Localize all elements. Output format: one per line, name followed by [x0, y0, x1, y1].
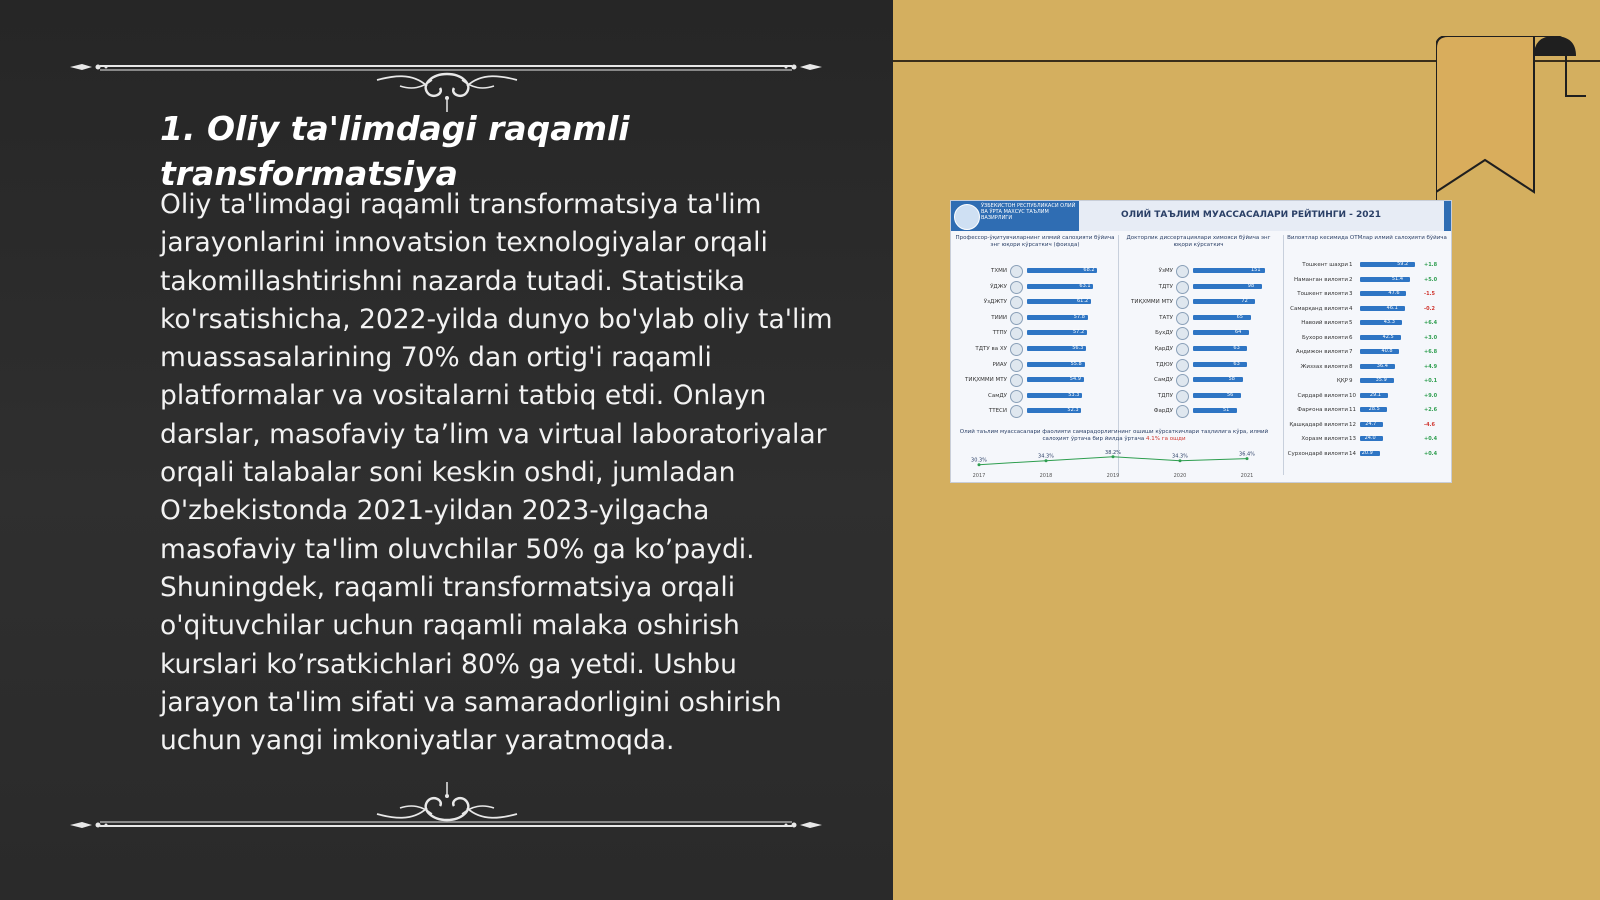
dissertation-defense-column [1121, 235, 1276, 423]
bar-value: 63 [1233, 360, 1240, 367]
trend-year-label: 2021 [1240, 473, 1254, 479]
university-logo-icon [1176, 390, 1189, 403]
bar-value: 51 [1223, 407, 1230, 414]
region-label: Сирдарё вилояти [1297, 392, 1348, 399]
change-value: +1.8 [1424, 262, 1438, 268]
institution-label: ҚарДУ [1154, 346, 1173, 352]
column-title: Профессор-ўқитувчиларнинг илмий салоҳияти бўйича энг юқори кўрсаткич (фоизда) [955, 235, 1115, 248]
trend-value-label: 34.3% [1038, 453, 1054, 460]
scientific-potential-column [955, 235, 1115, 423]
ranking-row [955, 405, 1115, 418]
region-rank: 13 [1349, 436, 1356, 442]
bar-value: 46.1 [1386, 304, 1398, 311]
region-row [1286, 419, 1448, 432]
bookmark-icon [1436, 36, 1588, 200]
university-logo-icon [1176, 327, 1189, 340]
region-row [1286, 361, 1448, 374]
ranking-row [955, 390, 1115, 403]
region-rank: 5 [1349, 320, 1353, 326]
region-label: Андижон вилояти [1295, 349, 1348, 355]
bar-value: 51.4 [1391, 275, 1404, 282]
region-label: Фарғона вилояти [1297, 407, 1348, 413]
university-logo-icon [1010, 343, 1023, 356]
change-value: +5.0 [1424, 276, 1438, 283]
ranking-row [955, 374, 1115, 387]
bar-value: 61.2 [1077, 298, 1089, 305]
column-separator [1283, 235, 1284, 475]
region-rank: 14 [1349, 450, 1356, 457]
value-bar [1360, 335, 1401, 340]
region-rank: 4 [1349, 305, 1353, 312]
institution-label: ТИИИ [991, 314, 1007, 321]
university-logo-icon [1176, 374, 1189, 387]
bar-value: 24.7 [1365, 420, 1377, 427]
university-logo-icon [1176, 312, 1189, 325]
ornament-bottom-line [70, 810, 822, 840]
region-rank: 10 [1349, 392, 1356, 399]
region-row [1286, 259, 1448, 272]
institution-label: ЎДЖУ [990, 283, 1007, 290]
ministry-name: ЎЗБЕКИСТОН РЕСПУБЛИКАСИ ОЛИЙ ВА ЎРТА МАХСУС ТАЪЛИМ ВАЗИРЛИГИ [981, 203, 1076, 221]
change-value: +3.0 [1424, 334, 1438, 341]
bar-value: 57.2 [1073, 329, 1085, 336]
trend-value-label: 36.4% [1239, 451, 1255, 458]
ranking-row [1121, 265, 1276, 278]
bar-value: 53.3 [1068, 391, 1080, 398]
change-value: +0.4 [1424, 436, 1438, 442]
bar-value: 29.1 [1369, 391, 1381, 398]
region-row [1286, 404, 1448, 417]
region-row [1286, 332, 1448, 345]
university-logo-icon [1010, 374, 1023, 387]
header-accent [1444, 201, 1451, 231]
change-value: +4.9 [1424, 363, 1438, 370]
university-logo-icon [1176, 296, 1189, 309]
institution-label: СамДУ [987, 392, 1007, 399]
institution-label: ТДТУ [1158, 283, 1173, 290]
region-rank: 6 [1349, 334, 1353, 341]
institution-label: ТИҚХММИ МТУ [1131, 299, 1173, 306]
institution-label: ФарДУ [1153, 408, 1173, 415]
ranking-row [955, 296, 1115, 309]
ranking-row [1121, 390, 1276, 403]
ranking-row [1121, 359, 1276, 372]
region-row [1286, 433, 1448, 446]
bar-value: 57.8 [1073, 313, 1085, 320]
bar-value: 36.4 [1376, 362, 1388, 369]
bar-value: 54.9 [1069, 376, 1081, 383]
institution-label: ЎзМУ [1158, 268, 1173, 274]
institution-label: ЎзДЖТУ [983, 299, 1007, 306]
university-logo-icon [1010, 281, 1023, 294]
bar-value: 151 [1251, 267, 1261, 273]
region-rank: 7 [1349, 349, 1353, 355]
region-label: Қашқадарё вилояти [1289, 421, 1348, 428]
region-label: Тошкент вилояти [1297, 291, 1348, 297]
university-logo-icon [1176, 405, 1189, 418]
bar-value: 68.2 [1083, 267, 1095, 273]
region-row [1286, 375, 1448, 388]
slide-body-text: Oliy ta'limdagi raqamli transformatsiya ta'lim jarayonlarini innovatsion texnologiyalar orqali takomillashtirishni nazarda tutadi. Statistika ko'rsatishicha, 2022-yilda dunyo bo'ylab oliy ta'lim muassasalarining 70% dan ortig'i raqamli platformalar va vositalarni tatbiq etdi. Onlayn darslar, masofaviy ta’lim va virtual laboratoriyalar orqali talabalar soni keskin oshdi, jumladan O'zbekistonda 2021-yildan 2023-yilgacha masofaviy ta'lim oluvchilar 50% ga ko’paydi. Shuningdek, raqamli transformatsiya orqali o'qituvchilar uchun raqamli malaka oshirish kurslari ko’rsatkichlari 80% ga yetdi. Ushbu jarayon ta'lim sifati va samaradorligini oshirish uchun yangi imkoniyatlar yaratmoqda. [160, 189, 833, 757]
university-logo-icon [1176, 343, 1189, 356]
value-bar [1193, 393, 1241, 398]
bar-value: 56.3 [1072, 345, 1084, 351]
trend-value-label: 30.3% [971, 457, 987, 464]
region-label: ҚҚР [1336, 378, 1348, 384]
institution-label: БухДУ [1155, 330, 1173, 337]
bar-value: 72 [1241, 298, 1248, 305]
change-value: +0.1 [1424, 378, 1438, 384]
university-logo-icon [1010, 296, 1023, 309]
university-logo-icon [1010, 312, 1023, 325]
region-row [1286, 390, 1448, 403]
region-row [1286, 303, 1448, 316]
region-label: Хоразм вилояти [1301, 436, 1348, 442]
bar-value: 43.3 [1383, 319, 1395, 325]
value-bar [1360, 349, 1399, 354]
change-value: +0.4 [1424, 450, 1438, 457]
value-bar [1193, 408, 1237, 413]
ranking-row [1121, 312, 1276, 325]
university-logo-icon [1176, 281, 1189, 294]
bar-value: 52.3 [1067, 407, 1079, 414]
note-highlight: 4.1% га ошди [1146, 436, 1186, 442]
bar-value: 55.8 [1070, 360, 1082, 367]
ranking-row [1121, 296, 1276, 309]
institution-label: ТХМИ [991, 268, 1007, 274]
ranking-row [1121, 405, 1276, 418]
state-emblem-icon [954, 204, 980, 230]
trend-line-chart [959, 445, 1269, 479]
bar-value: 24.0 [1364, 435, 1376, 441]
region-row [1286, 274, 1448, 287]
region-label: Самарқанд вилояти [1290, 305, 1348, 312]
institution-label: ТДТУ ва ХУ [975, 346, 1007, 352]
growth-note [959, 429, 1269, 443]
university-logo-icon [1010, 405, 1023, 418]
bar-value: 40.8 [1381, 348, 1393, 354]
bar-value: 42.5 [1382, 333, 1394, 340]
trend-year-label: 2019 [1106, 473, 1120, 479]
institution-label: ТДЮУ [1156, 361, 1173, 368]
institution-label: ТИҚХММИ МТУ [965, 377, 1007, 384]
bar-value: 59.2 [1397, 261, 1409, 267]
university-logo-icon [1176, 359, 1189, 372]
bar-value: 35.9 [1375, 377, 1387, 383]
trend-year-label: 2020 [1173, 473, 1187, 479]
ranking-row [955, 312, 1115, 325]
bar-value: 98 [1247, 282, 1255, 289]
ranking-row [1121, 281, 1276, 294]
region-label: Бухоро вилояти [1301, 334, 1348, 341]
slide-title: 1. Oliy ta'limdagi raqamli transformatsiya [160, 109, 630, 193]
ranking-row [955, 343, 1115, 356]
ranking-row [955, 281, 1115, 294]
institution-label: СамДУ [1153, 377, 1173, 384]
value-bar [1193, 377, 1243, 382]
trend-year-label: 2018 [1039, 473, 1053, 479]
ranking-row [955, 359, 1115, 372]
change-value: -4.6 [1424, 421, 1435, 428]
ranking-row [1121, 374, 1276, 387]
region-row [1286, 317, 1448, 330]
region-row [1286, 448, 1448, 461]
value-bar [1360, 320, 1402, 325]
regional-rating-column [1286, 235, 1448, 475]
institution-label: ТДПУ [1157, 392, 1173, 399]
region-rank: 2 [1349, 276, 1353, 283]
institution-label: ТТЕСИ [988, 408, 1007, 415]
region-label: Наманган вилояти [1293, 276, 1348, 283]
region-label: Жиззах вилояти [1300, 363, 1348, 370]
region-rank: 3 [1349, 291, 1353, 297]
trend-value-label: 34.3% [1172, 453, 1188, 460]
change-value: -1.5 [1424, 291, 1435, 297]
region-rank: 1 [1349, 262, 1353, 268]
region-rank: 12 [1349, 421, 1356, 428]
bar-value: 28.5 [1368, 406, 1380, 412]
bar-value: 65 [1236, 313, 1243, 320]
value-bar [1360, 306, 1405, 311]
ranking-row [1121, 327, 1276, 340]
institution-label: РИАУ [992, 361, 1007, 368]
region-rank: 8 [1349, 363, 1353, 370]
region-row [1286, 346, 1448, 359]
university-logo-icon [1010, 390, 1023, 403]
ranking-row [955, 327, 1115, 340]
bar-value: 63 [1233, 345, 1240, 351]
bar-value: 56 [1227, 391, 1234, 398]
change-value: -0.2 [1424, 305, 1435, 312]
column-title: Вилоятлар кесимида ОТМлар илмий салоҳияти бўйича [1287, 235, 1447, 241]
bar-value: 63.1 [1079, 282, 1091, 289]
ranking-row [955, 265, 1115, 278]
change-value: +9.0 [1424, 392, 1438, 399]
bar-value: 20.9 [1361, 449, 1373, 456]
bar-value: 64 [1235, 329, 1242, 336]
university-logo-icon [1010, 359, 1023, 372]
region-label: Тошкент шаҳри [1302, 262, 1348, 268]
bar-value: 47.6 [1388, 290, 1400, 296]
region-row [1286, 288, 1448, 301]
region-label: Навоий вилояти [1301, 320, 1348, 326]
region-rank: 9 [1349, 378, 1353, 384]
infographic-title: ОЛИЙ ТАЪЛИМ МУАССАСАЛАРИ РЕЙТИНГИ - 2021 [1120, 210, 1382, 220]
change-value: +6.8 [1424, 349, 1438, 355]
region-rank: 11 [1349, 407, 1356, 413]
rating-infographic [950, 200, 1452, 483]
note-text: Олий таълим муассасалари фаолияти самарадорлигининг ошиши кўрсаткичлари таҳлилига кўра, илмий салоҳият ўртача бир йилда ўртача [959, 429, 1269, 442]
infographic-header [951, 201, 1451, 231]
trend-year-label: 2017 [972, 473, 986, 479]
university-logo-icon [1010, 265, 1023, 278]
region-label: Сурхондарё вилояти [1287, 450, 1348, 457]
university-logo-icon [1010, 327, 1023, 340]
change-value: +6.4 [1424, 320, 1438, 326]
institution-label: ТТПУ [992, 330, 1007, 337]
change-value: +2.6 [1424, 407, 1438, 413]
ministry-banner [951, 201, 1079, 231]
bar-value: 58 [1228, 376, 1235, 383]
institution-label: ТАТУ [1159, 314, 1173, 321]
university-logo-icon [1176, 265, 1189, 278]
trend-value-label: 38.2% [1105, 449, 1121, 456]
column-title: Докторлик диссертациялари химояси бўйича энг юқори кўрсаткич [1126, 235, 1271, 248]
ranking-row [1121, 343, 1276, 356]
